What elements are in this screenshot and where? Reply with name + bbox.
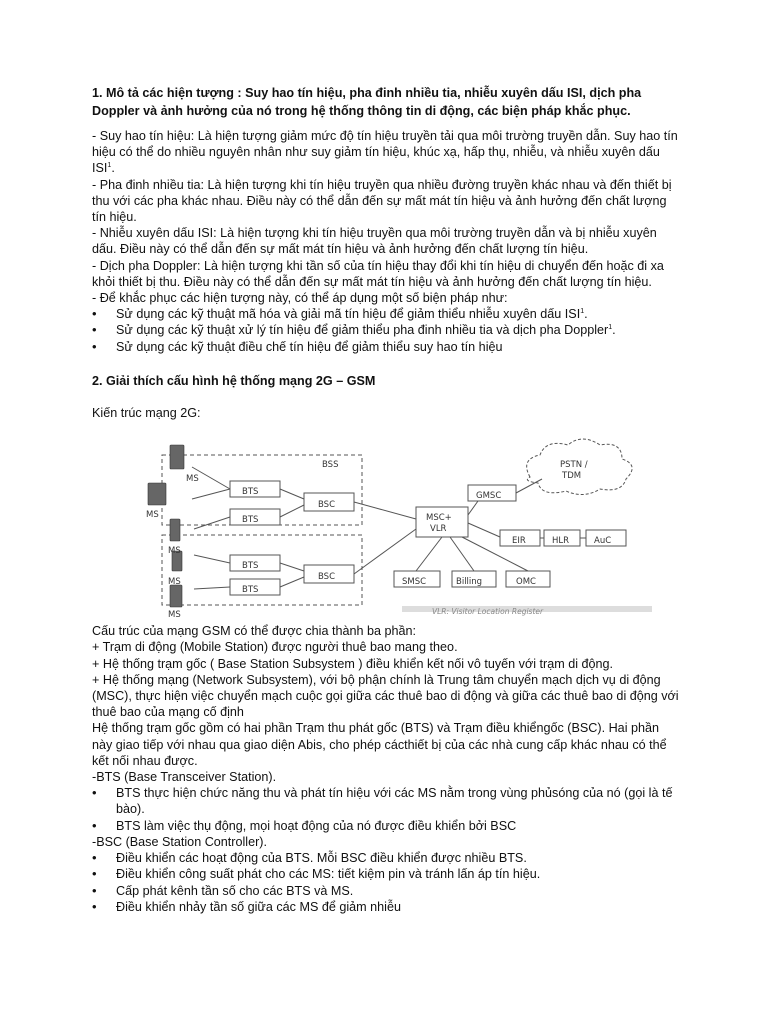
- bullet-icon: [92, 899, 116, 915]
- list-item: [92, 850, 682, 866]
- gsm-architecture-diagram: [132, 437, 652, 619]
- paragraph-signal-loss: [92, 128, 682, 177]
- paragraph-isi: - Nhiễu xuyên dấu ISI: Là hiện tượng khi tín hiệu truyền qua môi trường truyền dẫn và bị nhiễu xuyên dấu. Điều này có thể dẫn đến sự mất mát tín hiệu và ảnh hưởng đến chất lượng tín hiệu.: [92, 226, 657, 257]
- list-item-text: BTS làm việc thụ động, mọi hoạt động của nó được điều khiển bởi BSC: [116, 818, 517, 833]
- paragraph-remedies: - Để khắc phục các hiện tượng này, có thể áp dụng một số biện pháp như:: [92, 291, 508, 306]
- list-item-text: Sử dụng các kỹ thuật điều chế tín hiệu để giảm thiểu suy hao tín hiệu: [116, 339, 503, 354]
- bts-label: BTS: [242, 585, 259, 596]
- bullet-icon: [92, 883, 116, 899]
- list-item: [92, 818, 682, 834]
- bullet-icon: [92, 818, 116, 834]
- ms-label: MS: [168, 577, 181, 588]
- list-item: [92, 899, 682, 915]
- network-subsystem-line: + Hệ thống mạng (Network Subsystem), với bộ phận chính là Trung tâm chuyển mạch dịch vụ di động (MSC), thực hiện việc chuyển mạch cuộc gọi giữa các thuê bao di động và giữa các thuê bao di động với thuê bao của mạng cố định: [92, 672, 679, 720]
- list-item: [92, 883, 682, 899]
- bts-label: BTS: [242, 561, 259, 572]
- list-item: • Sử dụng các kỹ thuật xử lý tín hiệu để giảm thiểu pha đinh nhiều tia và dịch pha Doppler$^1$.: [92, 322, 682, 338]
- ms-label: MS: [146, 510, 159, 521]
- gmsc-label: GMSC: [476, 491, 502, 502]
- paragraph-multipath-fading: - Pha đinh nhiều tia: Là hiện tượng khi tín hiệu truyền qua nhiều đường truyền khác nhau và đến thiết bị thu với các pha khác nhau. Điều này có thể dẫn đến sự mất mát tín hiệu và ảnh hưởng đến chất lượng tín hiệu.: [92, 177, 672, 225]
- section1-title: 1. Mô tả các hiện tượng : Suy hao tín hiệu, pha đinh nhiều tia, nhiễu xuyên dấu ISI, dịch pha Doppler và ảnh hưởng của nó trong hệ thống thông tin di động, các biện pháp khắc phục.: [92, 86, 642, 118]
- bullet-icon: [92, 322, 116, 338]
- ms-label: MS: [168, 546, 181, 557]
- omc-label: OMC: [516, 577, 536, 588]
- list-item-text: BTS thực hiện chức năng thu và phát tín hiệu với các MS nằm trong vùng phủsóng của nó (gọi là tế bào).: [116, 786, 673, 817]
- list-item: • Sử dụng các kỹ thuật mã hóa và giải mã tín hiệu để giảm thiểu nhiễu xuyên dấu ISI$^1$.: [92, 306, 682, 322]
- bullet-icon: [92, 785, 116, 817]
- bullet-icon: [92, 850, 116, 866]
- footnote-mark: 1: [580, 308, 585, 316]
- smsc-label: SMSC: [402, 577, 427, 588]
- base-station-line: + Hệ thống trạm gốc ( Base Station Subsystem ) điều khiển kết nối vô tuyến với trạm di động.: [92, 656, 614, 671]
- mobile-station-line: + Trạm di động (Mobile Station) được người thuê bao mang theo.: [92, 640, 458, 655]
- ms-label: MS: [168, 610, 181, 621]
- bss-label: BSS: [322, 460, 339, 471]
- bullet-icon: [92, 339, 116, 355]
- list-item: [92, 866, 682, 882]
- hlr-label: HLR: [552, 536, 570, 547]
- vlr-label: VLR: [430, 524, 447, 535]
- bullet-icon: [92, 866, 116, 882]
- list-item-text: Cấp phát kênh tần số cho các BTS và MS.: [116, 883, 354, 898]
- list-item: [92, 785, 682, 817]
- bsc-heading: -BSC (Base Station Controller).: [92, 834, 267, 849]
- bsc-label: BSC: [318, 572, 336, 583]
- bts-label: BTS: [242, 515, 259, 526]
- structure-intro: Cấu trúc của mạng GSM có thể được chia thành ba phần:: [92, 624, 417, 639]
- tdm-label: TDM: [562, 471, 582, 482]
- msc-label: MSC+: [426, 513, 452, 524]
- section2-title: 2. Giải thích cấu hình hệ thống mạng 2G – GSM: [92, 373, 376, 388]
- paragraph-text-end: .: [111, 161, 115, 176]
- paragraph-text: - Suy hao tín hiệu: Là hiện tượng giảm mức độ tín hiệu truyền tải qua môi trường truyền dẫn. Suy hao tín hiệu có thể do nhiều nguyên nhân như suy giảm tín hiệu, khúc xạ, hấp thụ, nhiễu, và nhiễu xuyên dấu ISI: [92, 129, 678, 176]
- list-item-text: Sử dụng các kỹ thuật mã hóa và giải mã tín hiệu để giảm thiểu nhiễu xuyên dấu ISI: [116, 307, 581, 322]
- ms-label: MS: [186, 474, 199, 485]
- pstn-label: PSTN /: [560, 460, 588, 471]
- bts-label: BTS: [242, 487, 259, 498]
- list-item-text: Điều khiển các hoạt động của BTS. Mỗi BSC điều khiển được nhiều BTS.: [116, 851, 527, 866]
- document-page: [92, 84, 682, 915]
- auc-label: AuC: [594, 536, 612, 547]
- footnote-mark: 1: [608, 324, 613, 332]
- paragraph-doppler: - Dịch pha Doppler: Là hiện tượng khi tần số của tín hiệu thay đổi khi tín hiệu di chuyển đến hoặc đi xa khỏi thiết bị thu. Điều này có thể dẫn đến sự mất mát tín hiệu và ảnh hưởng đến chất lượng tín hiệu.: [92, 258, 664, 289]
- list-item: [92, 339, 682, 355]
- bsc-label: BSC: [318, 500, 336, 511]
- list-item-text: Điều khiển nhảy tần số giữa các MS để giảm nhiễu: [116, 899, 401, 914]
- list-item-text: Điều khiển công suất phát cho các MS: tiết kiệm pin và tránh lấn áp tín hiệu.: [116, 867, 541, 882]
- list-item-text: Sử dụng các kỹ thuật xử lý tín hiệu để giảm thiểu pha đinh nhiều tia và dịch pha Doppler: [116, 323, 609, 338]
- bts-heading: -BTS (Base Transceiver Station).: [92, 770, 277, 785]
- architecture-label: Kiến trúc mạng 2G:: [92, 406, 201, 421]
- footnote-mark: 1: [107, 162, 112, 170]
- diagram-caption: VLR: Visitor Location Register: [432, 607, 544, 617]
- billing-label: Billing: [456, 577, 483, 588]
- bullet-icon: [92, 306, 116, 322]
- bss-description: Hệ thống trạm gốc gồm có hai phần Trạm thu phát gốc (BTS) và Trạm điều khiểngốc (BSC). Hai phần này giao tiếp với nhau qua giao diện Abis, cho phép cácthiết bị của các nhà cung cấp khác nhau có thể kết nối nhau được.: [92, 721, 667, 768]
- eir-label: EIR: [512, 536, 526, 547]
